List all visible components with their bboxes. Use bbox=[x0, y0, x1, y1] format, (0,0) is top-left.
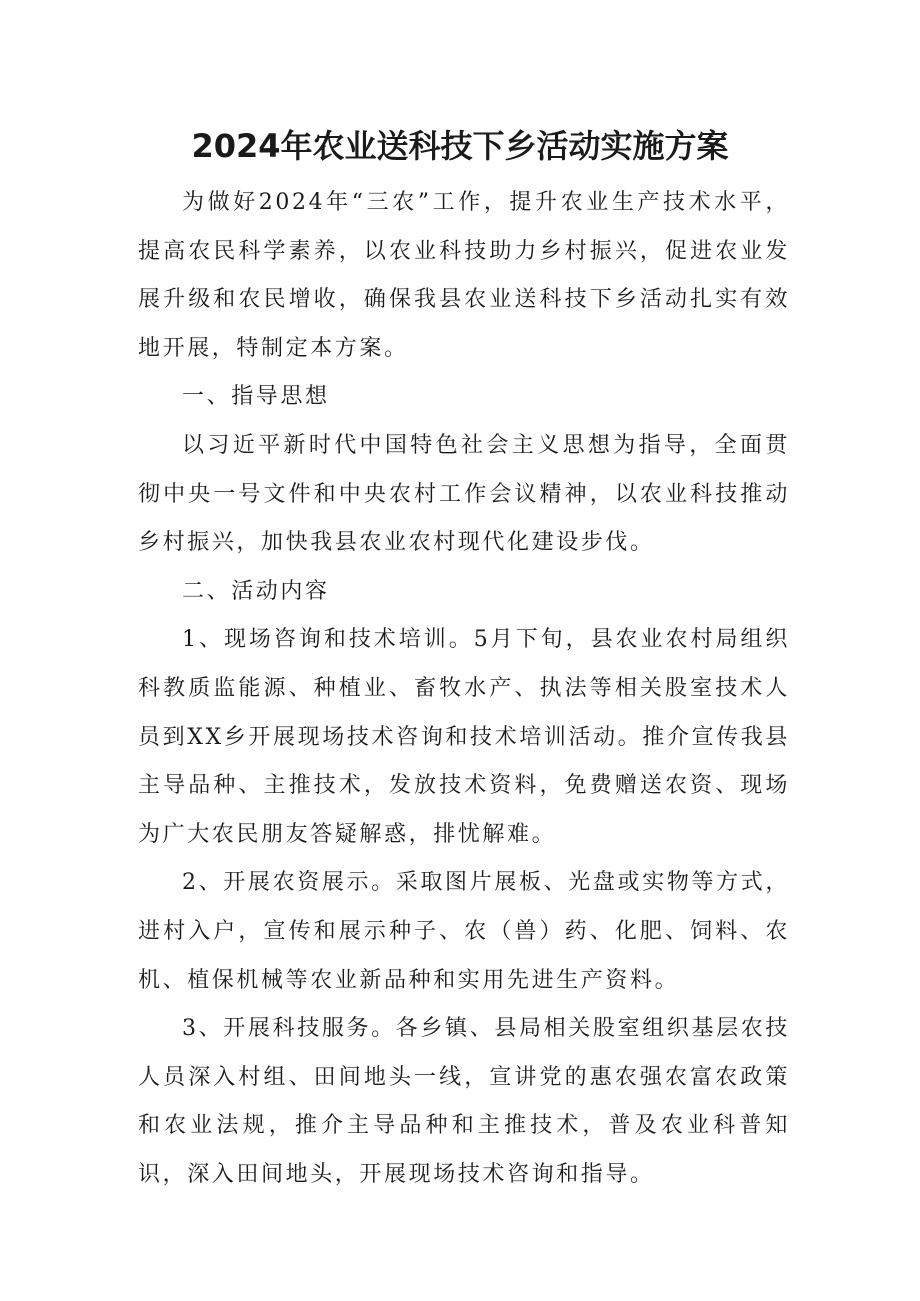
activity-item-exhibition: 2、开展农资展示。采取图片展板、光盘或实物等方式，进村入户，宣传和展示种子、农（兽）药、化肥、饲料、农机、植保机械等农业新品种和实用先进生产资料。 bbox=[138, 870, 790, 993]
intro-paragraph: 为做好2024年“三农”工作，提升农业生产技术水平，提高农民科学素养，以农业科技助力乡村振兴，促进农业发展升级和农民增收，确保我县农业送科技下乡活动扎实有效地开展，特制定本方案。 bbox=[138, 190, 790, 361]
activity-item-consultation: 1、现场咨询和技术培训。5月下旬，县农业农村局组织科教质监能源、种植业、畜牧水产、执法等相关股室技术人员到XX乡开展现场技术咨询和技术培训活动。推介宣传我县主导品种、主推技术，发放技术资料，免费赠送农资、现场为广大农民朋友答疑解惑，排忧解难。 bbox=[138, 627, 790, 847]
document-title: 2024年农业送科技下乡活动实施方案 bbox=[191, 127, 729, 165]
section-heading-guiding-ideology: 一、指导思想 bbox=[182, 384, 330, 410]
section-heading-activity-content: 二、活动内容 bbox=[182, 578, 330, 604]
document-body bbox=[138, 179, 790, 1199]
activity-item-tech-service: 3、开展科技服务。各乡镇、县局相关股室组织基层农技人员深入村组、田间地头一线，宣讲党的惠农强农富农政策和农业法规，推介主导品种和主推技术，普及农业科普知识，深入田间地头，开展现场技术咨询和指导。 bbox=[138, 1016, 790, 1187]
guiding-ideology-paragraph: 以习近平新时代中国特色社会主义思想为指导，全面贯彻中央一号文件和中央农村工作会议精神，以农业科技推动乡村振兴，加快我县农业农村现代化建设步伐。 bbox=[138, 432, 790, 556]
